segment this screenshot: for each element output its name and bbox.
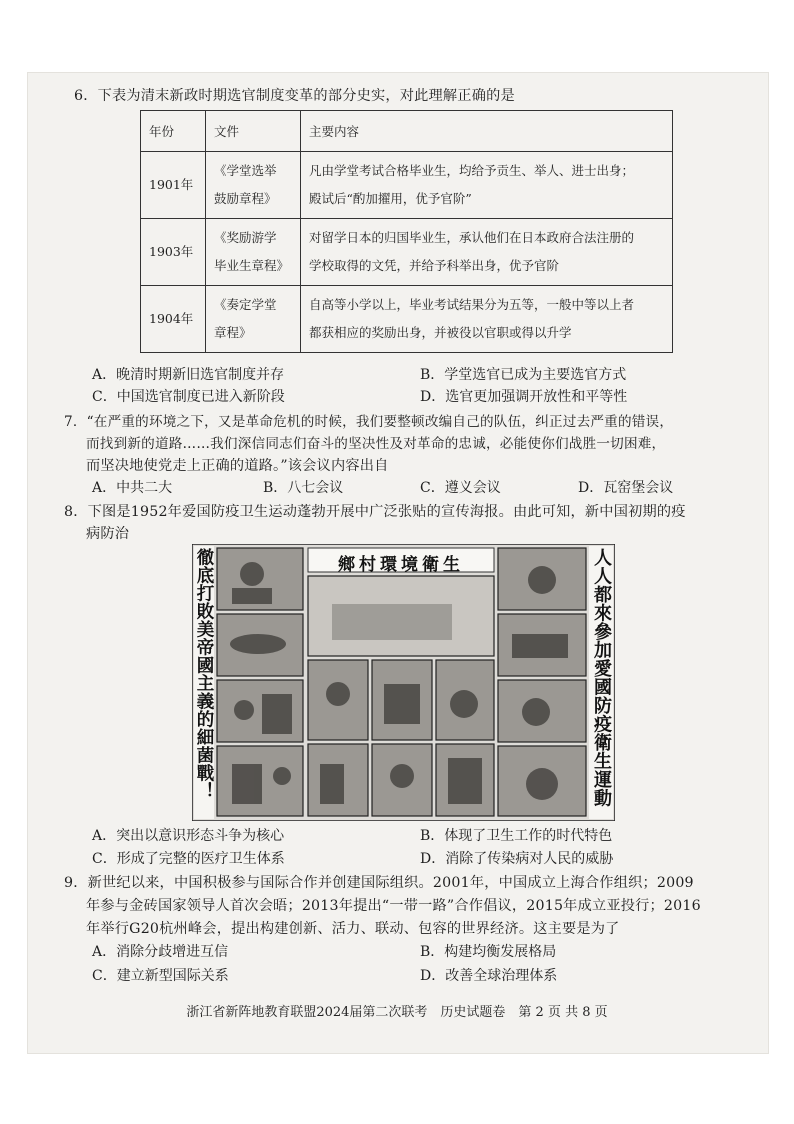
table-header-year: 年份 [141, 111, 206, 152]
q9-option-a[interactable]: A．消除分歧增进互信 [92, 944, 229, 960]
table-cell-year: 1901年 [141, 152, 206, 219]
table-row [141, 286, 673, 353]
propaganda-poster [192, 544, 615, 821]
table-cell-doc [206, 286, 301, 353]
content-line: 殿试后“酌加擢用，优予官阶” [309, 191, 472, 206]
q9-stem-line: 9．新世纪以来，中国积极参与国际合作并创建国际组织。2001年，中国成立上海合作组织；2009 [64, 875, 694, 891]
q6-table [140, 110, 673, 353]
table-row [141, 219, 673, 286]
content-line: 自高等小学以上，毕业考试结果分为五等，一般中等以上者 [309, 297, 635, 312]
poster-right-slogan: 人人都來參加愛國防疫衛生運動 [591, 548, 612, 807]
doc-line: 鼓励章程》 [214, 191, 277, 206]
q7-option-a[interactable]: A．中共二大 [92, 480, 173, 496]
table-cell-year: 1904年 [141, 286, 206, 353]
q8-option-a[interactable]: A．突出以意识形态斗争为核心 [92, 828, 285, 844]
q8-stem-line: 病防治 [86, 526, 130, 542]
q8-option-d[interactable]: D．消除了传染病对人民的威胁 [420, 851, 614, 867]
doc-line: 毕业生章程》 [214, 258, 290, 273]
table-header-content: 主要内容 [301, 111, 673, 152]
doc-line: 章程》 [214, 325, 252, 340]
q9-option-d[interactable]: D．改善全球治理体系 [420, 968, 558, 984]
q9-option-b[interactable]: B．构建均衡发展格局 [420, 944, 557, 960]
q7-stem-line: 而找到新的道路……我们深信同志们奋斗的坚决性及对革命的忠诚，必能使你们战胜一切困难， [86, 436, 666, 452]
doc-line: 《学堂选举 [214, 163, 277, 178]
q7-option-c[interactable]: C．遵义会议 [420, 480, 501, 496]
q8-option-c[interactable]: C．形成了完整的医疗卫生体系 [92, 851, 285, 867]
q6-option-b[interactable]: B．学堂选官已成为主要选官方式 [420, 367, 627, 383]
table-cell-content [301, 286, 673, 353]
poster-title: 鄉村環境衛生 [338, 555, 464, 575]
content-line: 都获相应的奖励出身，并被役以官职或得以升学 [309, 325, 572, 340]
table-cell-doc [206, 219, 301, 286]
doc-line: 《奖励游学 [214, 230, 277, 245]
table-cell-year: 1903年 [141, 219, 206, 286]
q9-stem-line: 年举行G20杭州峰会，提出构建创新、活力、联动、包容的世界经济。这主要是为了 [86, 921, 620, 937]
q7-stem-line: 而坚决地使党走上正确的道路。”该会议内容出自 [86, 458, 389, 474]
table-header-doc: 文件 [206, 111, 301, 152]
q9-stem-line: 年参与金砖国家领导人首次会晤；2013年提出“一带一路”合作倡议，2015年成立亚投行；2016 [86, 898, 701, 914]
poster-left-slogan: 徹底打敗美帝國主義的細菌戰！ [194, 548, 214, 800]
q6-option-d[interactable]: D．选官更加强调开放性和平等性 [420, 389, 628, 405]
table-cell-doc [206, 152, 301, 219]
content-line: 对留学日本的归国毕业生，承认他们在日本政府合法注册的 [309, 230, 635, 245]
q7-stem-line: 7．“在严重的环境之下，又是革命危机的时候，我们要整顿改编自己的队伍，纠正过去严重的错误， [64, 414, 674, 430]
q6-option-a[interactable]: A．晚清时期新旧选官制度并存 [92, 367, 285, 383]
page-footer: 浙江省新阵地教育联盟2024届第二次联考 历史试题卷 第 2 页 共 8 页 [186, 1005, 608, 1020]
table-header-row [141, 111, 673, 152]
content-line: 凡由学堂考试合格毕业生，均给予贡生、举人、进士出身； [309, 163, 635, 178]
content-line: 学校取得的文凭，并给予科举出身，优予官阶 [309, 258, 560, 273]
table-cell-content [301, 219, 673, 286]
q8-stem-line: 8．下图是1952年爱国防疫卫生运动蓬勃开展中广泛张贴的宣传海报。由此可知，新中国初期的疫 [64, 504, 686, 520]
q7-option-b[interactable]: B．八七会议 [263, 480, 344, 496]
q6-stem: 6．下表为清末新政时期选官制度变革的部分史实，对此理解正确的是 [74, 88, 515, 104]
doc-line: 《奏定学堂 [214, 297, 277, 312]
q7-option-d[interactable]: D．瓦窑堡会议 [578, 480, 674, 496]
q9-option-c[interactable]: C．建立新型国际关系 [92, 968, 229, 984]
q8-option-b[interactable]: B．体现了卫生工作的时代特色 [420, 828, 613, 844]
q6-option-c[interactable]: C．中国选官制度已进入新阶段 [92, 389, 285, 405]
table-cell-content [301, 152, 673, 219]
table-row [141, 152, 673, 219]
